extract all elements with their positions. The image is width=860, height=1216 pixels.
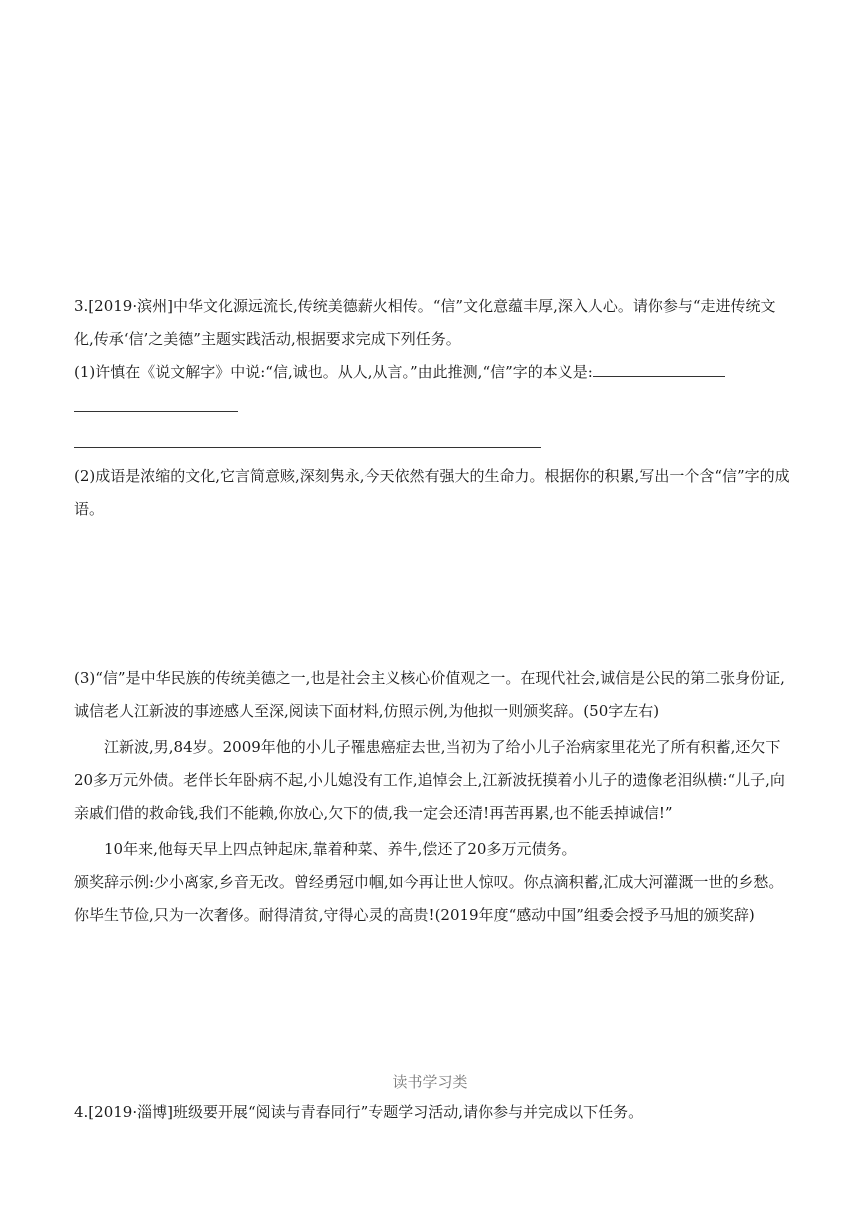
question-4-intro: 4.[2019·淄博]班级要开展“阅读与青春同行”专题学习活动,请你参与并完成以下任务。 — [74, 1103, 644, 1121]
material-paragraph-1: 江新波,男,84岁。2009年他的小儿子罹患癌症去世,当初为了给小儿子治病家里花光了所有积蓄,还欠下20多万元外债。老伴长年卧病不起,小儿媳没有工作,追悼会上,江新波抚摸着小儿子的遗像老泪纵横:“儿子,向亲戚们借的救命钱,我们不能赖,你放心,欠下的债,我一定会还清!再苦再累,也不能丢掉诚信!” — [74, 738, 785, 822]
question-3-part-3: (3)“信”是中华民族的传统美德之一,也是社会主义核心价值观之一。在现代社会,诚信是公民的第二张身份证,诚信老人江新波的事迹感人至深,阅读下面材料,仿照示例,为他拟一则颁奖辞。(50字左右) — [74, 669, 785, 720]
material-paragraph-2: 10年来,他每天早上四点钟起床,靠着种菜、养牛,偿还了20多万元债务。 — [104, 840, 577, 858]
question-3-part-1 — [74, 356, 790, 389]
answer-line-1c[interactable] — [74, 447, 541, 448]
answer-blank-1[interactable] — [593, 358, 725, 377]
section-title: 读书学习类 — [392, 1073, 468, 1091]
question-3-part-1-text: (1)许慎在《说文解字》中说:“信,诚也。从人,从言。”由此推测,“信”字的本义是: — [74, 363, 593, 381]
answer-line-1b[interactable] — [74, 411, 238, 412]
award-speech-example: 颁奖辞示例:少小离家,乡音无改。曾经勇冠巾帼,如今再让世人惊叹。你点滴积蓄,汇成大河灌溉一世的乡愁。你毕生节俭,只为一次奢侈。耐得清贫,守得心灵的高贵!(2019年度“感动中国”组委会授予马旭的颁奖辞) — [74, 873, 784, 924]
question-3-intro: 3.[2019·滨州]中华文化源远流长,传统美德薪火相传。“信”文化意蕴丰厚,深入人心。请你参与“走进传统文化,传承‘信’之美德”主题实践活动,根据要求完成下列任务。 — [74, 297, 776, 348]
question-3-part-2: (2)成语是浓缩的文化,它言简意赅,深刻隽永,今天依然有强大的生命力。根据你的积累,写出一个含“信”字的成语。 — [74, 467, 790, 518]
